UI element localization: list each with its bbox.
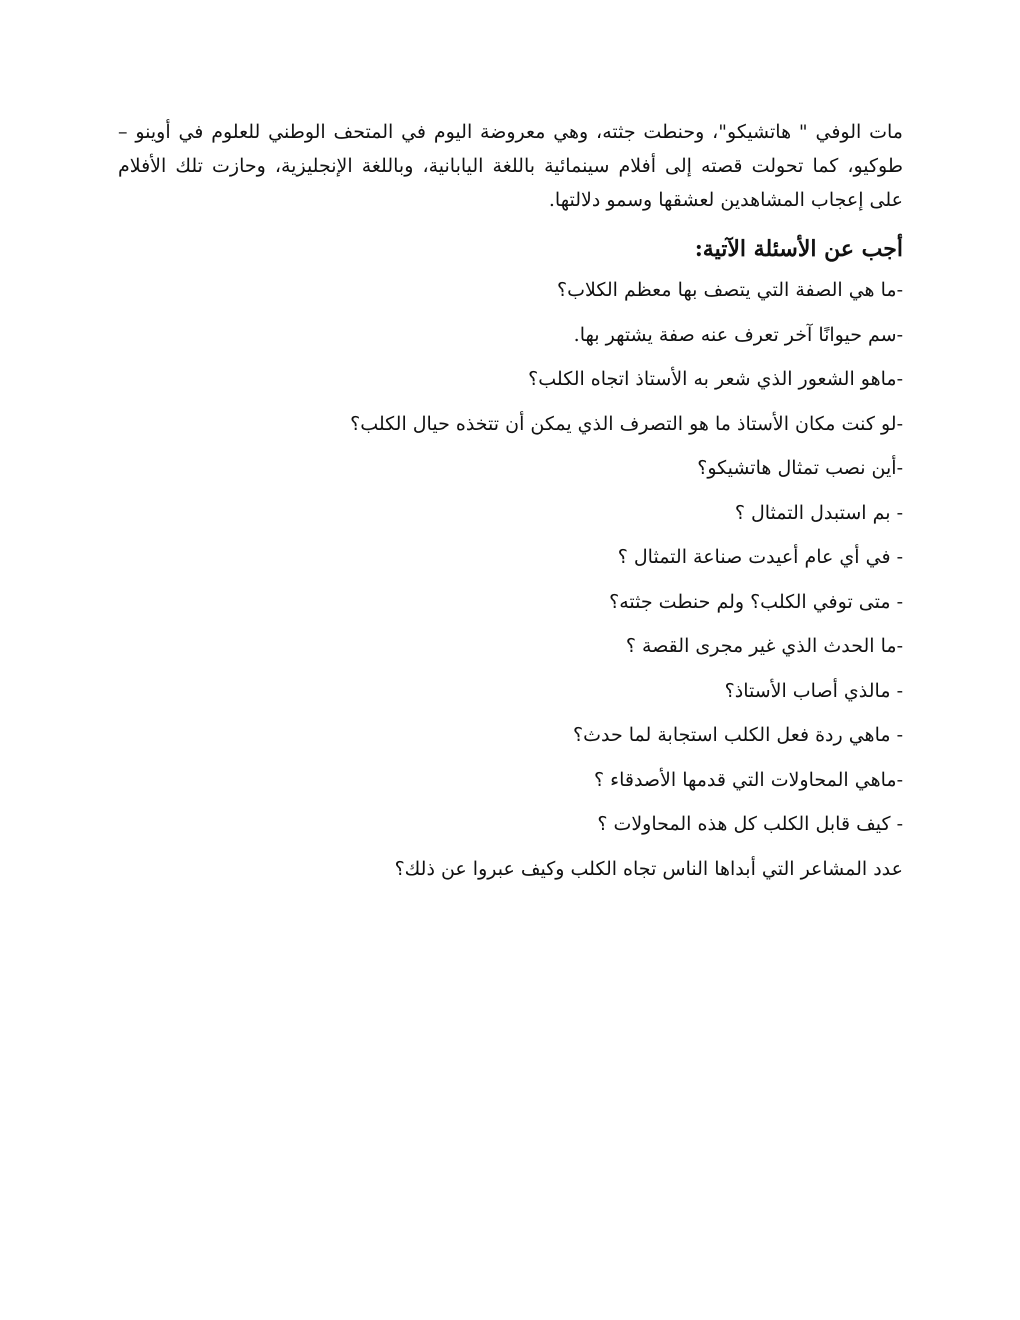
question-item: -لو كنت مكان الأستاذ ما هو التصرف الذي يمكن أن تتخذه حيال الكلب؟ [350, 412, 903, 435]
question-item: - متى توفي الكلب؟ ولم حنطت جثته؟ [609, 590, 903, 613]
question-item: - في أي عام أعيدت صناعة التمثال ؟ [617, 546, 903, 568]
question-item: -ما هي الصفة التي يتصف بها معظم الكلاب؟ [557, 279, 903, 301]
question-item: عدد المشاعر التي أبداها الناس تجاه الكلب وكيف عبروا عن ذلك؟ [394, 857, 903, 880]
document-page [118, 115, 903, 898]
question-item: -ما الحدث الذي غير مجرى القصة ؟ [625, 635, 903, 657]
question-item: -ماهي المحاولات التي قدمها الأصدقاء ؟ [594, 768, 903, 791]
question-item: - بم استبدل التمثال ؟ [734, 501, 903, 524]
questions-list [118, 275, 903, 898]
question-item: -سم حيوانًا آخر تعرف عنه صفة يشتهر بها. [573, 323, 903, 346]
question-item: - كيف قابل الكلب كل هذه المحاولات ؟ [597, 813, 903, 835]
questions-heading: أجب عن الأسئلة الآتية: [694, 236, 903, 262]
intro-paragraph: مات الوفي " هاتشيكو"، وحنطت جثته، وهي معروضة اليوم في المتحف الوطني للعلوم في أوينو – طوكيو، كما تحولت قصته إلى أفلام سينمائية باللغة اليابانية، وباللغة الإنجليزية، وحازت تلك الأفلام على إعجاب المشاهدين لعشقها وسمو دلالتها. [118, 121, 903, 211]
question-item: -ماهو الشعور الذي شعر به الأستاذ اتجاه الكلب؟ [528, 368, 903, 390]
question-item: - ماهي ردة فعل الكلب استجابة لما حدث؟ [573, 724, 903, 746]
question-item: -أين نصب تمثال هاتشيكو؟ [697, 457, 903, 479]
question-item: - مالذي أصاب الأستاذ؟ [724, 679, 903, 702]
